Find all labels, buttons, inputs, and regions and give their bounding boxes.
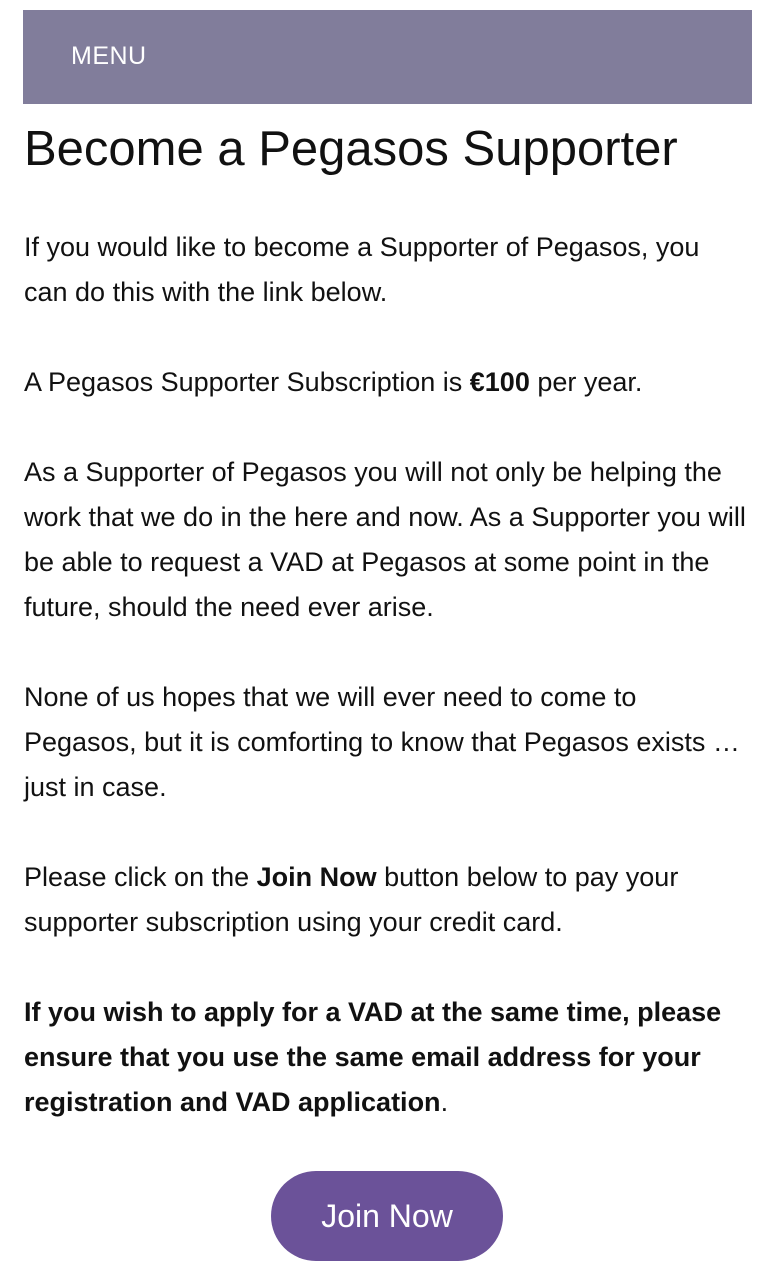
menu-bar[interactable] bbox=[23, 10, 752, 104]
price-paragraph bbox=[24, 360, 749, 405]
intro-paragraph: If you would like to become a Supporter of Pegasos, you can do this with the link below. bbox=[24, 232, 700, 307]
join-now-button[interactable]: Join Now bbox=[271, 1171, 503, 1261]
price-text-after: per year. bbox=[529, 367, 643, 397]
content-body bbox=[24, 225, 749, 1170]
instruction-button-reference: Join Now bbox=[256, 862, 377, 892]
instruction-text-before: Please click on the bbox=[24, 862, 257, 892]
instruction-paragraph bbox=[24, 855, 749, 945]
notice-paragraph bbox=[24, 990, 749, 1125]
benefits-paragraph: As a Supporter of Pegasos you will not only be helping the work that we do in the here and now. As a Supporter you will be able to request a VAD at Pegasos at some point in the future, should the need ever arise. bbox=[24, 457, 746, 622]
price-text-before: A Pegasos Supporter Subscription is bbox=[24, 367, 470, 397]
menu-label[interactable]: MENU bbox=[71, 42, 147, 70]
page-title: Become a Pegasos Supporter bbox=[24, 122, 678, 176]
comfort-paragraph: None of us hopes that we will ever need to come to Pegasos, but it is comforting to know that Pegasos exists … just in case. bbox=[24, 682, 740, 802]
notice-bold-text: If you wish to apply for a VAD at the same time, please ensure that you use the same email address for your registration and VAD application bbox=[24, 997, 722, 1117]
notice-end: . bbox=[440, 1087, 449, 1117]
instruction-text-after: button below to pay your supporter subscription using your credit card. bbox=[24, 862, 679, 937]
price-amount: €100 bbox=[469, 367, 530, 397]
